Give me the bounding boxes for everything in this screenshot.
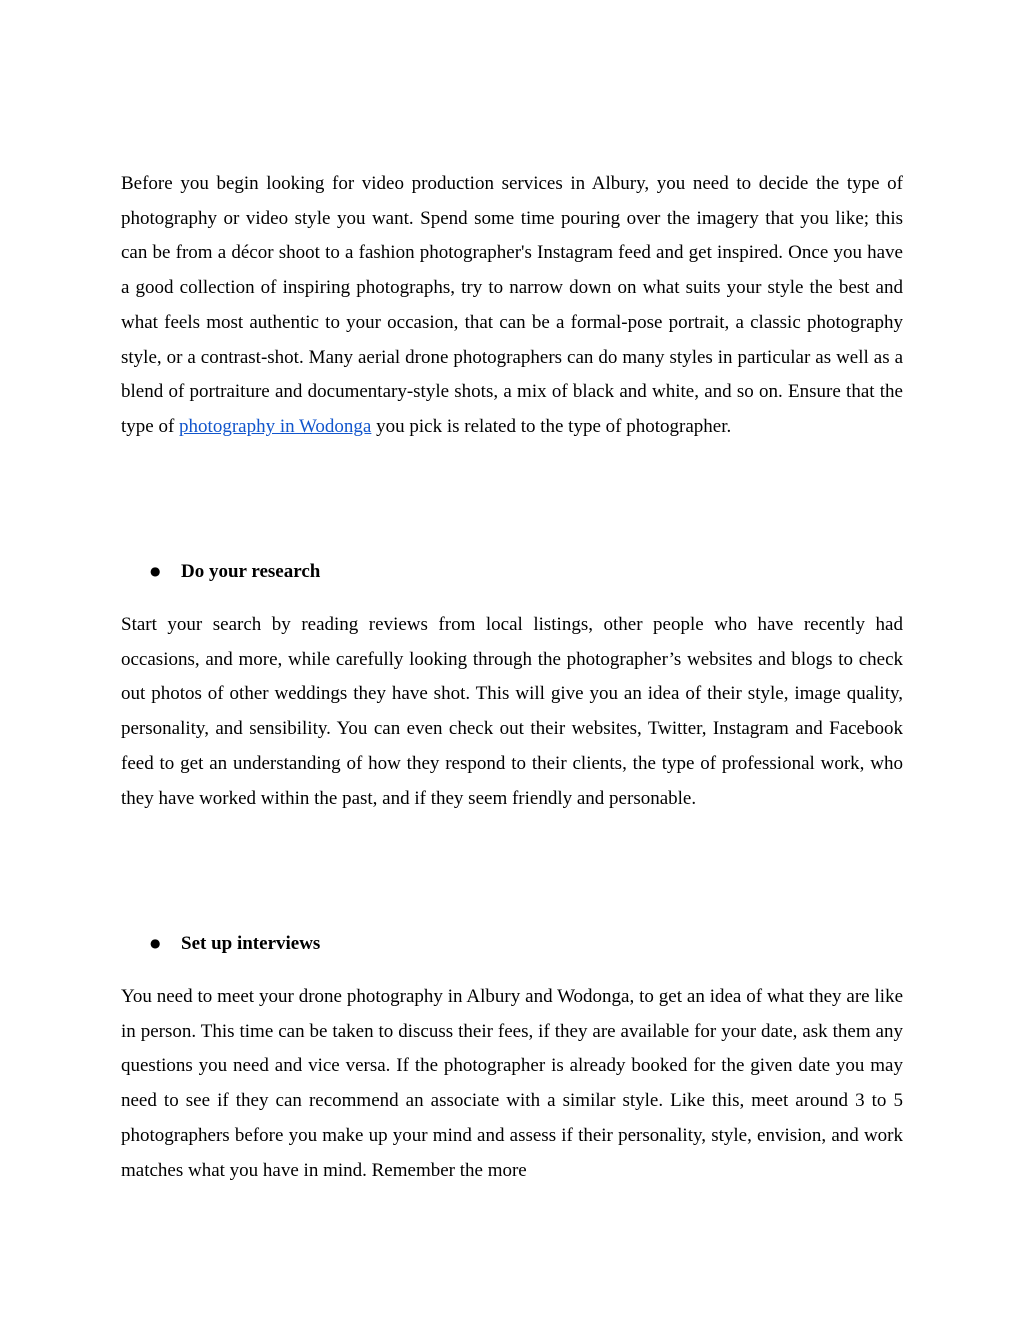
section-heading-interviews <box>150 928 320 959</box>
photography-in-wodonga-link[interactable]: photography in Wodonga <box>179 415 372 437</box>
bullet-icon: ● <box>150 936 161 950</box>
intro-text: Before you begin looking for video production services in Albury, you need to decide the type of photography or video style you want. Spend some time pouring over the imagery that you like; this can be from a décor shoot to a fashion photographer's Instagram feed and get inspired. Once you have a good collection of inspiring photographs, try to narrow down on what suits your style the best and what feels most authentic to your occasion, that can be a formal-pose portrait, a classic photography style, or a contrast-shot. Many aerial drone photographers can do many styles in particular as well as a blend of portraiture and documentary-style shots, a mix of black and white, and so on. Ensure that the type of <box>121 173 903 437</box>
intro-text-end: you pick is related to the type of photographer. <box>371 415 732 437</box>
section-heading-research <box>150 556 320 587</box>
heading-text: Set up interviews <box>181 933 321 954</box>
bullet-icon: ● <box>150 564 161 578</box>
interviews-paragraph: You need to meet your drone photography in Albury and Wodonga, to get an idea of what they are like in person. This time can be taken to discuss their fees, if they are available for your date, ask them any questions you need and vice versa. If the photographer is already booked for the given date you may need to see if they can recommend an associate with a similar style. Like this, meet around 3 to 5 photographers before you make up your mind and assess if their personality, style, envision, and work matches what you have in mind. Remember the more <box>121 986 903 1181</box>
intro-paragraph <box>121 167 903 445</box>
heading-text: Do your research <box>181 561 321 582</box>
research-paragraph: Start your search by reading reviews from local listings, other people who have recently had occasions, and more, while carefully looking through the photographer’s websites and blogs to check out photos of other weddings they have shot. This will give you an idea of their style, image quality, personality, and sensibility. You can even check out their websites, Twitter, Instagram and Facebook feed to get an understanding of how they respond to their clients, the type of professional work, who they have worked within the past, and if they seem friendly and personable. <box>121 614 903 809</box>
